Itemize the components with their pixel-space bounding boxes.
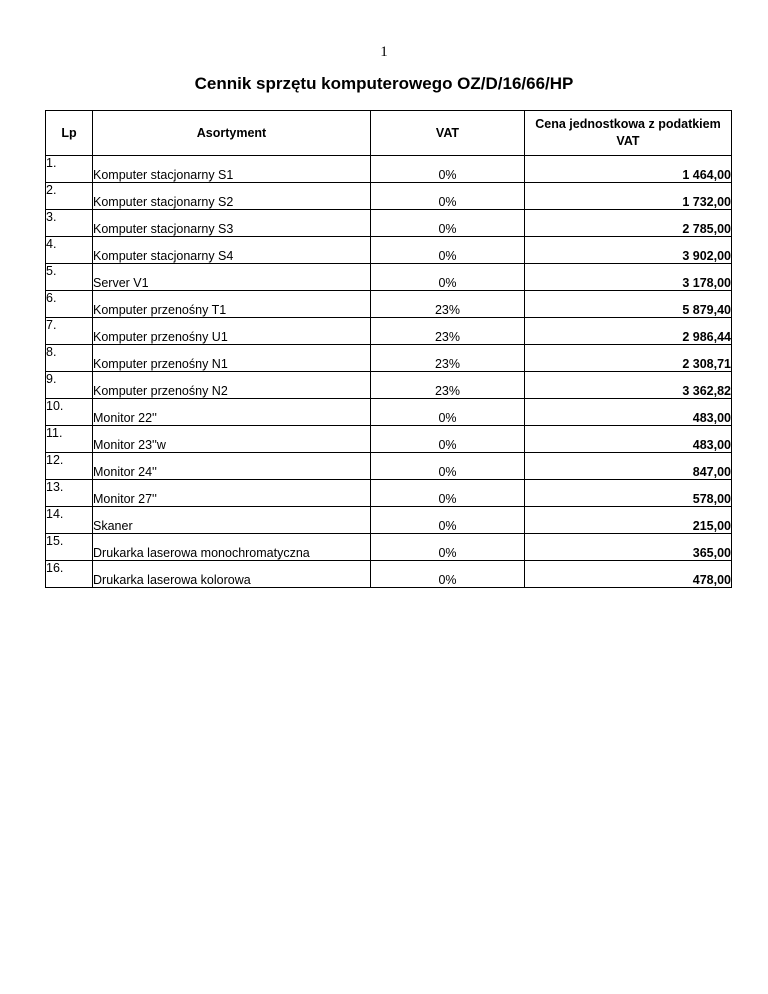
item-price: 478,00 [525, 561, 732, 588]
item-vat: 23% [371, 318, 525, 345]
item-vat: 0% [371, 561, 525, 588]
item-price: 215,00 [525, 507, 732, 534]
row-number: 10. [46, 399, 93, 426]
item-price: 2 785,00 [525, 210, 732, 237]
header-vat: VAT [371, 111, 525, 156]
table-row [46, 426, 732, 453]
item-name: Skaner [93, 507, 371, 534]
item-vat: 0% [371, 480, 525, 507]
document-title: Cennik sprzętu komputerowego OZ/D/16/66/HP [194, 74, 574, 93]
table-row [46, 453, 732, 480]
row-number: 14. [46, 507, 93, 534]
table-row [46, 480, 732, 507]
item-vat: 0% [371, 426, 525, 453]
item-vat: 0% [371, 183, 525, 210]
item-name: Monitor 27'' [93, 480, 371, 507]
item-price: 2 308,71 [525, 345, 732, 372]
item-name: Komputer przenośny U1 [93, 318, 371, 345]
item-price: 1 464,00 [525, 156, 732, 183]
table-row [46, 183, 732, 210]
item-name: Drukarka laserowa kolorowa [93, 561, 371, 588]
table-row [46, 372, 732, 399]
item-vat: 0% [371, 210, 525, 237]
item-price: 365,00 [525, 534, 732, 561]
table-row [46, 291, 732, 318]
item-vat: 0% [371, 507, 525, 534]
item-name: Komputer przenośny N2 [93, 372, 371, 399]
table-row [46, 507, 732, 534]
item-vat: 0% [371, 237, 525, 264]
item-name: Server V1 [93, 264, 371, 291]
row-number: 15. [46, 534, 93, 561]
item-vat: 23% [371, 345, 525, 372]
table-body [46, 156, 732, 588]
item-vat: 0% [371, 399, 525, 426]
row-number: 2. [46, 183, 93, 210]
item-name: Monitor 22'' [93, 399, 371, 426]
row-number: 3. [46, 210, 93, 237]
table-row [46, 345, 732, 372]
item-name: Komputer przenośny N1 [93, 345, 371, 372]
item-name: Monitor 23''w [93, 426, 371, 453]
row-number: 6. [46, 291, 93, 318]
row-number: 12. [46, 453, 93, 480]
table-row [46, 318, 732, 345]
item-name: Komputer stacjonarny S2 [93, 183, 371, 210]
item-name: Komputer stacjonarny S1 [93, 156, 371, 183]
header-lp: Lp [46, 111, 93, 156]
table-row [46, 237, 732, 264]
item-vat: 0% [371, 453, 525, 480]
item-name: Komputer stacjonarny S4 [93, 237, 371, 264]
table-row [46, 156, 732, 183]
page-number: 1 [380, 44, 388, 60]
row-number: 11. [46, 426, 93, 453]
row-number: 7. [46, 318, 93, 345]
item-vat: 23% [371, 372, 525, 399]
item-vat: 23% [371, 291, 525, 318]
row-number: 1. [46, 156, 93, 183]
item-price: 3 362,82 [525, 372, 732, 399]
item-name: Komputer stacjonarny S3 [93, 210, 371, 237]
item-price: 5 879,40 [525, 291, 732, 318]
row-number: 13. [46, 480, 93, 507]
item-vat: 0% [371, 156, 525, 183]
item-price: 483,00 [525, 399, 732, 426]
row-number: 8. [46, 345, 93, 372]
item-price: 3 902,00 [525, 237, 732, 264]
table-row [46, 264, 732, 291]
row-number: 16. [46, 561, 93, 588]
item-name: Drukarka laserowa monochromatyczna [93, 534, 371, 561]
item-price: 1 732,00 [525, 183, 732, 210]
item-vat: 0% [371, 534, 525, 561]
item-price: 2 986,44 [525, 318, 732, 345]
row-number: 9. [46, 372, 93, 399]
item-price: 483,00 [525, 426, 732, 453]
item-name: Monitor 24'' [93, 453, 371, 480]
item-price: 847,00 [525, 453, 732, 480]
item-price: 578,00 [525, 480, 732, 507]
table-row [46, 561, 732, 588]
item-price: 3 178,00 [525, 264, 732, 291]
table-row [46, 210, 732, 237]
item-name: Komputer przenośny T1 [93, 291, 371, 318]
header-name: Asortyment [93, 111, 371, 156]
table-row [46, 534, 732, 561]
table-header [46, 111, 732, 156]
table-row [46, 399, 732, 426]
header-row [46, 111, 732, 156]
row-number: 5. [46, 264, 93, 291]
price-list-table [45, 110, 732, 588]
item-vat: 0% [371, 264, 525, 291]
header-price: Cena jednostkowa z podatkiem VAT [525, 111, 732, 156]
row-number: 4. [46, 237, 93, 264]
